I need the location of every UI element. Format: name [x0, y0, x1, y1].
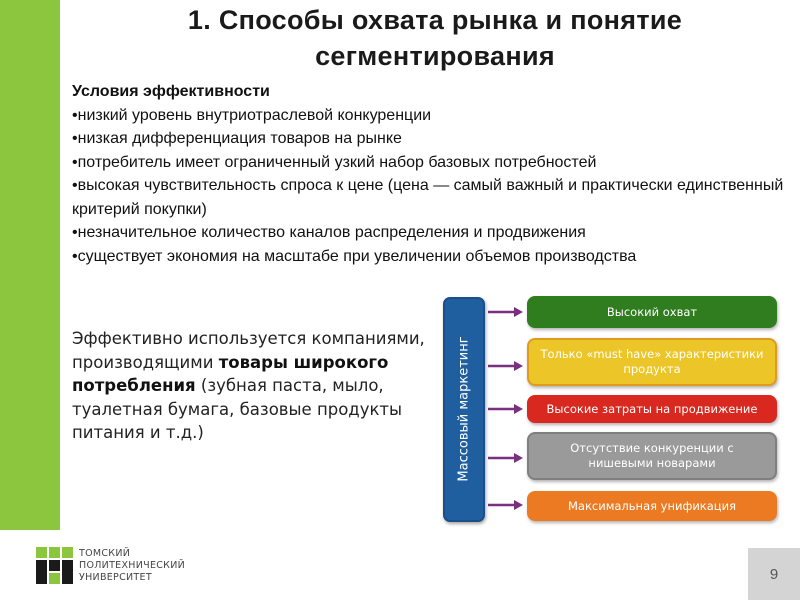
usage-text-end: (зубная паста, мыло, туалетная бумага, базовые продукты питания и т.д.)	[72, 376, 403, 442]
slide-title-line-2: сегментирования	[315, 41, 555, 71]
usage-paragraph	[72, 327, 442, 445]
usage-text-bold: товары широкого потребления	[72, 352, 389, 395]
arrow-right-icon	[488, 306, 524, 318]
page-number: 9	[748, 548, 800, 600]
condition-item: •незначительное количество каналов распределения и продвижения	[72, 224, 586, 241]
diagram-item-must-have: Только «must have» характеристики продукта	[527, 338, 777, 386]
university-name	[79, 548, 185, 584]
diagram-item-no-competition: Отсутствие конкуренции с нишевыми новарами	[527, 432, 777, 480]
condition-item: •низкий уровень внутриотраслевой конкуренции	[72, 106, 432, 124]
slide-title-line-1: 1. Способы охвата рынка и понятие	[187, 5, 683, 35]
condition-item: •существует экономия на масштабе при увеличении объемов производства	[72, 247, 637, 265]
diagram-item-max-unification: Максимальная унификация	[527, 491, 777, 521]
arrow-right-icon	[488, 360, 524, 372]
diagram-item-high-costs: Высокие затраты на продвижение	[527, 395, 777, 423]
university-name-line: ТОМСКИЙ	[79, 548, 131, 559]
condition-item: •потребитель имеет ограниченный узкий набор базовых потребностей	[72, 153, 597, 171]
university-logo-icon	[36, 547, 74, 585]
usage-text-start: Эффективно используется компаниями, производящими	[72, 329, 425, 372]
university-name-line: УНИВЕРСИТЕТ	[79, 572, 152, 583]
slide-title	[70, 2, 800, 74]
arrow-right-icon	[488, 452, 524, 464]
arrow-right-icon	[488, 499, 524, 511]
diagram-item-high-coverage: Высокий охват	[527, 296, 777, 328]
mass-marketing-label: Массовый маркетинг	[456, 336, 472, 482]
left-accent-bar	[0, 0, 60, 530]
conditions-heading: Условия эффективности	[72, 83, 270, 100]
university-name-line: ПОЛИТЕХНИЧЕСКИЙ	[79, 560, 186, 571]
condition-item: •высокая чувствительность спроса к цене (цена — самый важный и практически единственный критерий покупки)	[72, 177, 784, 218]
arrow-right-icon	[488, 403, 524, 415]
condition-item: •низкая дифференциация товаров на рынке	[72, 130, 402, 147]
conditions-block	[72, 80, 792, 268]
